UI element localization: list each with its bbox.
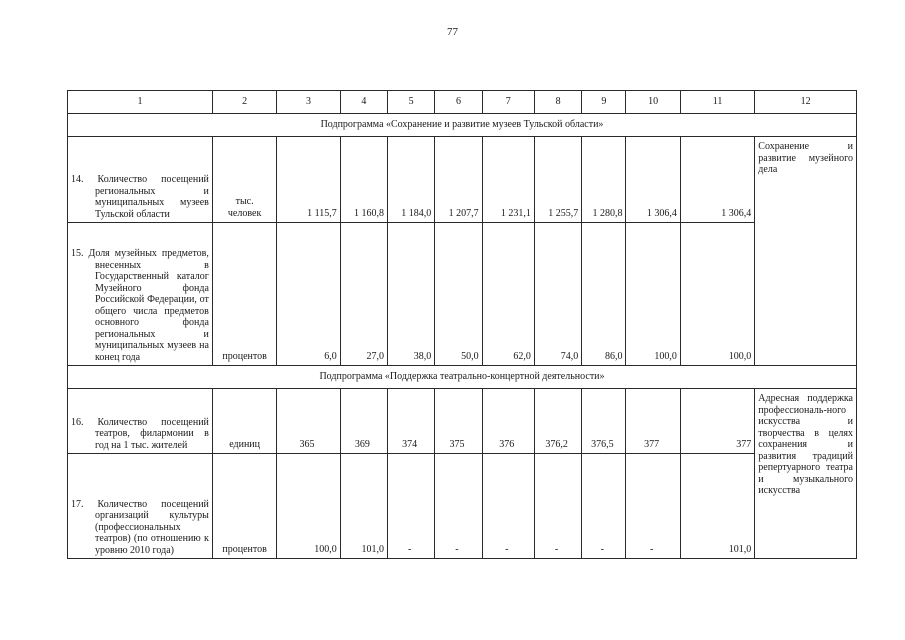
- value-cell: -: [482, 454, 534, 559]
- column-header: 4: [340, 91, 387, 114]
- value-cell: 101,0: [680, 454, 754, 559]
- unit-cell: процентов: [212, 454, 276, 559]
- table-row: [68, 223, 857, 366]
- value-cell: 1 306,4: [680, 137, 754, 223]
- column-header: 6: [435, 91, 482, 114]
- column-header: 7: [482, 91, 534, 114]
- column-header: 1: [68, 91, 213, 114]
- subprogram-row: [68, 366, 857, 389]
- value-cell: 38,0: [388, 223, 435, 366]
- note-cell: Сохранение и развитие музейного дела: [755, 137, 857, 366]
- value-cell: -: [388, 454, 435, 559]
- value-cell: 369: [340, 389, 387, 454]
- value-cell: 1 184,0: [388, 137, 435, 223]
- value-cell: -: [435, 454, 482, 559]
- value-cell: 100,0: [626, 223, 680, 366]
- value-cell: 1 160,8: [340, 137, 387, 223]
- value-cell: 365: [277, 389, 340, 454]
- value-cell: 86,0: [582, 223, 626, 366]
- column-header: 8: [534, 91, 581, 114]
- value-cell: 1 280,8: [582, 137, 626, 223]
- note-cell: Адресная поддержка профессиональ-ного искусства и творчества в целях сохранения и развития традиций репертуарного театра и музыкального искусства: [755, 389, 857, 559]
- value-cell: -: [626, 454, 680, 559]
- value-cell: 1 306,4: [626, 137, 680, 223]
- subprogram-title-museums: Подпрограмма «Сохранение и развитие музеев Тульской области»: [68, 114, 857, 137]
- value-cell: 1 255,7: [534, 137, 581, 223]
- value-cell: 74,0: [534, 223, 581, 366]
- value-cell: 6,0: [277, 223, 340, 366]
- value-cell: 100,0: [277, 454, 340, 559]
- value-cell: 376,5: [582, 389, 626, 454]
- table-row: [68, 389, 857, 454]
- column-header: 11: [680, 91, 754, 114]
- value-cell: 100,0: [680, 223, 754, 366]
- value-cell: 1 207,7: [435, 137, 482, 223]
- column-header: 9: [582, 91, 626, 114]
- column-header: 10: [626, 91, 680, 114]
- unit-cell: единиц: [212, 389, 276, 454]
- value-cell: -: [534, 454, 581, 559]
- value-cell: 374: [388, 389, 435, 454]
- value-cell: 377: [680, 389, 754, 454]
- value-cell: 376: [482, 389, 534, 454]
- value-cell: 27,0: [340, 223, 387, 366]
- table-row: [68, 454, 857, 559]
- value-cell: 1 115,7: [277, 137, 340, 223]
- page-number: 77: [447, 26, 458, 38]
- column-header: 5: [388, 91, 435, 114]
- value-cell: 1 231,1: [482, 137, 534, 223]
- column-header: 12: [755, 91, 857, 114]
- indicator-name: 17. Количество посещений организаций культуры (профессиональных театров) (по отношению к уровню 2010 года): [68, 454, 213, 559]
- value-cell: 376,2: [534, 389, 581, 454]
- indicator-name: 16. Количество посещений театров, филармонии в год на 1 тыс. жителей: [68, 389, 213, 454]
- subprogram-title-theatre: Подпрограмма «Поддержка театрально-концертной деятельности»: [68, 366, 857, 389]
- value-cell: 50,0: [435, 223, 482, 366]
- indicator-name: 15. Доля музейных предметов, внесенных в Государственный каталог Музейного фонда Российской Федерации, от общего числа предметов основного фонда региональных и муниципальных музеев на конец года: [68, 223, 213, 366]
- unit-cell: процентов: [212, 223, 276, 366]
- value-cell: -: [582, 454, 626, 559]
- column-numbers-row: [68, 91, 857, 114]
- unit-cell: тыс. человек: [212, 137, 276, 223]
- subprogram-row: [68, 114, 857, 137]
- value-cell: 62,0: [482, 223, 534, 366]
- value-cell: 101,0: [340, 454, 387, 559]
- column-header: 2: [212, 91, 276, 114]
- indicators-table: [67, 90, 857, 559]
- value-cell: 377: [626, 389, 680, 454]
- column-header: 3: [277, 91, 340, 114]
- table-row: [68, 137, 857, 223]
- value-cell: 375: [435, 389, 482, 454]
- indicator-name: 14. Количество посещений региональных и муниципальных музеев Тульской области: [68, 137, 213, 223]
